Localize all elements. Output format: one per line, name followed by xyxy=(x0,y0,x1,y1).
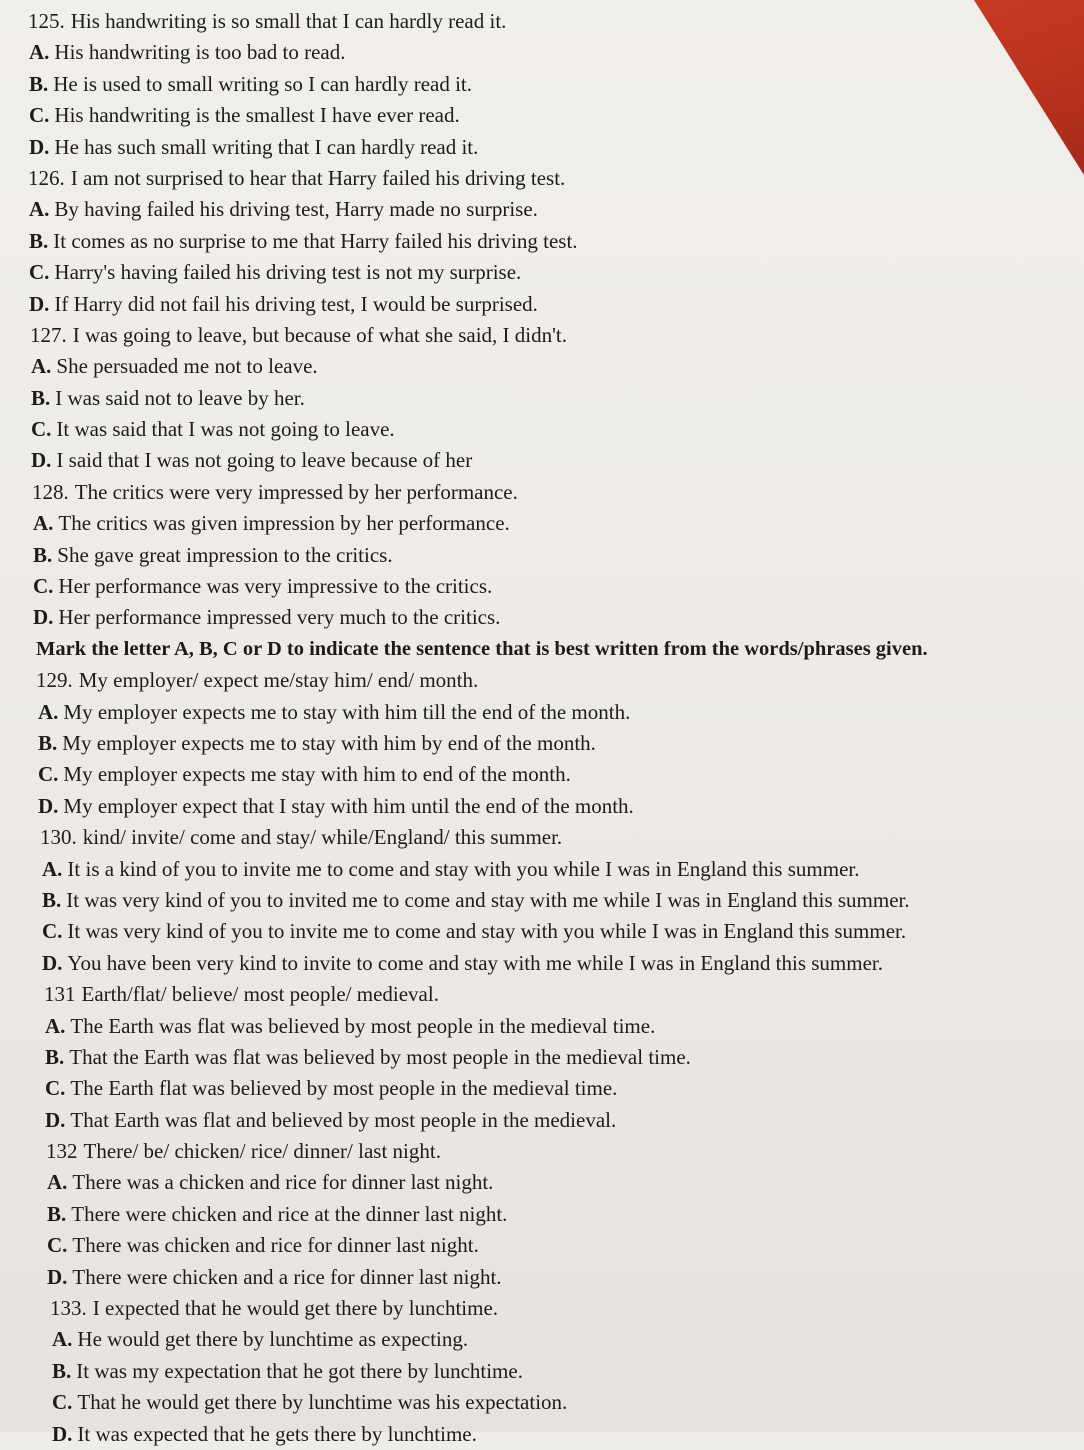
option-letter: A. xyxy=(47,1170,68,1195)
option-text: Her performance was very impressive to the critics. xyxy=(58,574,493,599)
question-text: There/ be/ chicken/ rice/ dinner/ last night. xyxy=(83,1139,441,1164)
option-letter: D. xyxy=(29,134,50,159)
option-letter: B. xyxy=(45,1044,65,1069)
question-stem xyxy=(28,163,1076,194)
option-letter: B. xyxy=(52,1358,72,1383)
question-stem xyxy=(30,320,1076,351)
answer-option xyxy=(52,1419,1076,1450)
option-letter: C. xyxy=(31,417,52,442)
option-letter: A. xyxy=(38,699,59,724)
answer-option xyxy=(29,69,1076,100)
option-text: My employer expects me to stay with him till the end of the month. xyxy=(63,699,631,724)
option-text: My employer expects me stay with him to end of the month. xyxy=(63,762,571,787)
option-text: She persuaded me not to leave. xyxy=(56,354,318,379)
question-number: 131 xyxy=(44,982,76,1007)
answer-option xyxy=(29,37,1076,68)
answer-option xyxy=(29,289,1076,320)
option-text: Harry's having failed his driving test is not my surprise. xyxy=(54,260,522,285)
question-stem xyxy=(32,477,1076,508)
answer-option xyxy=(42,916,1076,947)
option-letter: D. xyxy=(29,291,50,316)
answer-option xyxy=(33,571,1076,602)
answer-option xyxy=(47,1199,1076,1230)
question-number: 125. xyxy=(28,9,65,33)
option-letter: B. xyxy=(31,385,51,410)
option-letter: A. xyxy=(52,1327,73,1352)
answer-option xyxy=(29,226,1076,257)
option-text: It was expected that he gets there by lunchtime. xyxy=(77,1421,477,1446)
option-text: That the Earth was flat was believed by most people in the medieval time. xyxy=(69,1044,691,1069)
option-text: His handwriting is the smallest I have ever read. xyxy=(54,103,460,128)
question-number: 126. xyxy=(28,165,65,190)
answer-option xyxy=(31,445,1076,476)
option-letter: C. xyxy=(29,103,50,128)
option-text: There were chicken and rice at the dinner last night. xyxy=(71,1201,508,1226)
option-letter: B. xyxy=(33,542,53,567)
option-text: He would get there by lunchtime as expecting. xyxy=(77,1327,469,1352)
question-stem xyxy=(28,6,1076,37)
answer-option xyxy=(38,697,1076,728)
option-letter: C. xyxy=(42,919,63,944)
option-text: You have been very kind to invite to come and stay with me while I was in England this summer. xyxy=(67,950,883,975)
answer-option xyxy=(45,1011,1076,1042)
answer-option xyxy=(38,728,1076,759)
question-number: 128. xyxy=(32,479,69,504)
option-letter: A. xyxy=(29,197,50,222)
option-text: The Earth flat was believed by most people in the medieval time. xyxy=(70,1076,618,1101)
option-letter: D. xyxy=(42,950,63,975)
option-text: That he would get there by lunchtime was his expectation. xyxy=(77,1390,568,1415)
answer-option xyxy=(52,1324,1076,1355)
question-stem xyxy=(36,665,1076,696)
question-number: 130. xyxy=(40,825,77,850)
answer-option xyxy=(38,759,1076,790)
option-letter: C. xyxy=(47,1233,68,1258)
answer-option xyxy=(31,383,1076,414)
option-letter: D. xyxy=(47,1264,68,1289)
option-text: It was very kind of you to invited me to come and stay with me while I was in England this summer. xyxy=(66,887,910,912)
option-letter: D. xyxy=(31,448,52,473)
option-text: My employer expects me to stay with him by end of the month. xyxy=(62,730,596,755)
answer-option xyxy=(45,1073,1076,1104)
option-text: My employer expect that I stay with him until the end of the month. xyxy=(63,793,634,818)
option-text: It is a kind of you to invite me to come and stay with you while I was in England this summer. xyxy=(67,856,860,881)
question-stem xyxy=(40,822,1076,853)
option-text: That Earth was flat and believed by most people in the medieval. xyxy=(70,1107,617,1132)
answer-option xyxy=(33,602,1076,633)
answer-option xyxy=(47,1167,1076,1198)
option-text: It was very kind of you to invite me to come and stay with you while I was in England this summer. xyxy=(67,919,907,944)
answer-option xyxy=(33,540,1076,571)
option-text: She gave great impression to the critics. xyxy=(57,542,393,567)
option-text: There were chicken and a rice for dinner last night. xyxy=(72,1264,502,1289)
question-text: My employer/ expect me/stay him/ end/ month. xyxy=(78,668,479,693)
option-text: If Harry did not fail his driving test, I would be surprised. xyxy=(54,291,538,316)
question-text: The critics were very impressed by her performance. xyxy=(74,479,518,504)
option-text: It comes as no surprise to me that Harry failed his driving test. xyxy=(53,228,578,253)
option-letter: A. xyxy=(45,1013,66,1038)
option-letter: A. xyxy=(29,40,50,65)
question-number: 133. xyxy=(50,1296,87,1321)
answer-option xyxy=(31,351,1076,382)
option-letter: D. xyxy=(45,1107,66,1132)
question-number: 132 xyxy=(46,1139,78,1164)
exercise-content xyxy=(26,6,1076,1450)
question-number: 129. xyxy=(36,668,73,693)
option-letter: D. xyxy=(52,1421,73,1446)
option-letter: B. xyxy=(38,730,58,755)
option-letter: B. xyxy=(42,887,62,912)
question-text: I am not surprised to hear that Harry failed his driving test. xyxy=(70,165,566,190)
question-stem xyxy=(50,1293,1076,1324)
answer-option xyxy=(47,1262,1076,1293)
question-text: Earth/flat/ believe/ most people/ medieval. xyxy=(81,982,439,1007)
option-text: There was chicken and rice for dinner last night. xyxy=(72,1233,479,1258)
option-letter: A. xyxy=(31,354,52,379)
option-letter: C. xyxy=(33,574,54,599)
option-letter: B. xyxy=(29,71,49,96)
answer-option xyxy=(45,1042,1076,1073)
question-text: I was going to leave, but because of what she said, I didn't. xyxy=(72,322,567,347)
answer-option xyxy=(42,854,1076,885)
question-text: His handwriting is so small that I can hardly read it. xyxy=(70,9,507,33)
answer-option xyxy=(29,257,1076,288)
question-text: I expected that he would get there by lunchtime. xyxy=(92,1296,499,1321)
option-letter: B. xyxy=(47,1201,67,1226)
question-stem xyxy=(44,979,1076,1010)
option-text: Her performance impressed very much to the critics. xyxy=(58,605,501,630)
option-letter: A. xyxy=(33,511,54,536)
answer-option xyxy=(29,100,1076,131)
option-text: I was said not to leave by her. xyxy=(55,385,305,410)
option-letter: B. xyxy=(29,228,49,253)
answer-option xyxy=(31,414,1076,445)
answer-option xyxy=(38,791,1076,822)
option-text: The Earth was flat was believed by most people in the medieval time. xyxy=(70,1013,656,1038)
option-letter: D. xyxy=(33,605,54,630)
question-text: kind/ invite/ come and stay/ while/England/ this summer. xyxy=(82,825,563,850)
section-instruction: Mark the letter A, B, C or D to indicate the sentence that is best written from the words/phrases given. xyxy=(36,637,928,660)
option-text: The critics was given impression by her performance. xyxy=(58,511,510,536)
option-text: It was said that I was not going to leave. xyxy=(56,417,395,442)
option-letter: D. xyxy=(38,793,59,818)
answer-option xyxy=(33,508,1076,539)
option-text: It was my expectation that he got there by lunchtime. xyxy=(76,1358,523,1383)
answer-option xyxy=(52,1387,1076,1418)
option-letter: C. xyxy=(52,1390,73,1415)
answer-option xyxy=(45,1105,1076,1136)
option-letter: A. xyxy=(42,856,63,881)
answer-option xyxy=(42,948,1076,979)
question-number: 127. xyxy=(30,322,67,347)
answer-option xyxy=(29,194,1076,225)
option-text: By having failed his driving test, Harry made no surprise. xyxy=(54,197,538,222)
option-text: I said that I was not going to leave because of her xyxy=(56,448,473,473)
option-letter: C. xyxy=(45,1076,66,1101)
option-letter: C. xyxy=(29,260,50,285)
answer-option xyxy=(52,1356,1076,1387)
option-text: His handwriting is too bad to read. xyxy=(54,40,346,65)
answer-option xyxy=(29,132,1076,163)
option-text: He is used to small writing so I can hardly read it. xyxy=(53,71,473,96)
question-stem xyxy=(46,1136,1076,1167)
answer-option xyxy=(47,1230,1076,1261)
option-text: He has such small writing that I can hardly read it. xyxy=(54,134,479,159)
option-text: There was a chicken and rice for dinner last night. xyxy=(72,1170,494,1195)
answer-option xyxy=(42,885,1076,916)
option-letter: C. xyxy=(38,762,59,787)
